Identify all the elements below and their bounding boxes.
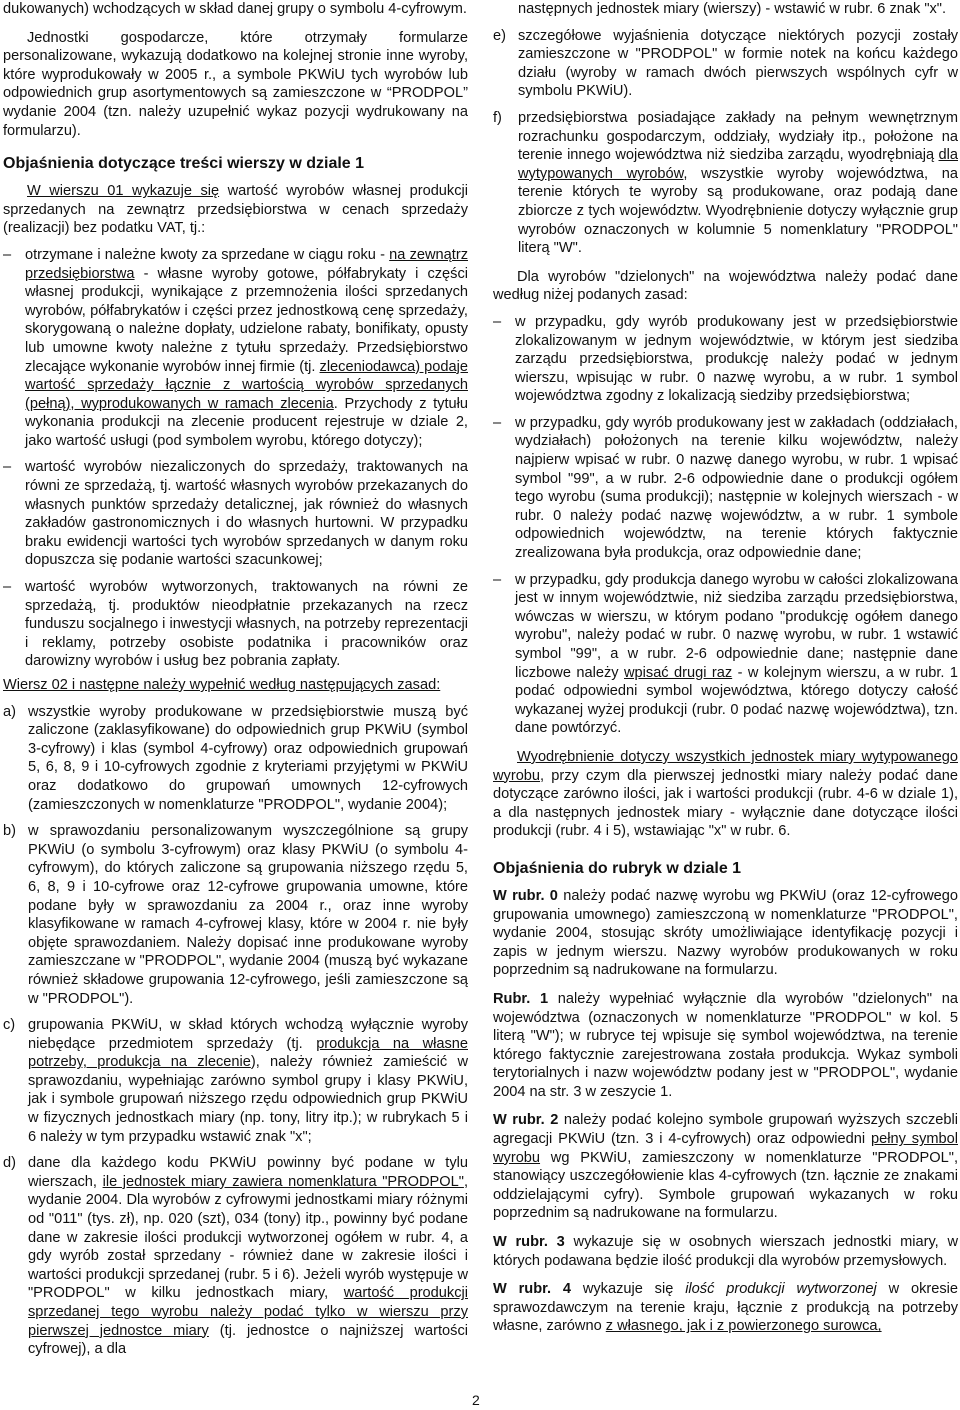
continuation-text: następnych jednostek miary (wierszy) - wstawić w rubr. 6 znak "x". (518, 1, 947, 17)
list-item-dash-2: – wartość wyrobów niezaliczonych do sprzedaży, traktowanych na równi ze sprzedażą, tj. wartość własnych wyrobów przekazanych do własnych punktów sprzedaży detalicznej, jak również do własnych zakładów gastronomicznych i do własnych hurtowni. W przypadku braku ewidencji wartości tych wyrobów sprzedanych w danym roku dopuszcza się podanie wartości szacunkowej; (3, 459, 468, 569)
list-item-dash-1: – otrzymane i należne kwoty za sprzedane w ciągu roku - na zewnątrz przedsiębiorstwa - własne wyroby gotowe, półfabrykaty i części własnej produkcji, wynikające z przemnożenia ilości sprzedanych wyrobów, półfabrykatów i części przez jednostkową cenę sprzedaży, skorygowaną o należne dopłaty, udzielone rabaty, bonifikaty, opusty lub umowne kwoty należne z tytułu sprzedaży. Przedsiębiorstwo zlecające wykonanie wyrobów innej firmie (tj. zleceniodawca) podaje wartość sprzedaży łącznie z wartością wyrobów sprzedanych (pełną), wyprodukowanych w ramach zlecenia. Przychody z tytułu wykonania produkcji na zlecenie producent rejestruje w dziale 2, jako wartość usługi (pod symbolem wyrobu, którego dotyczy); (3, 246, 468, 449)
list-item-d: d) dane dla każdego kodu PKWiU powinny być podane w tylu wierszach, ile jednostek miary zawiera nomenklatura "PRODPOL", wydanie 2004. Dla wyrobów z cyfrowymi jednostkami miary różnymi od "011" (tys. zł), np. 020 (szt), 034 (tony) itp., powinny być podane dane w zakresie ilości produkcji wytworzonej ogółem w rubr. 4, a gdy wyrób został sprzedany - również dane w zakresie ilości i wartości produkcji sprzedanej (rubr. 5 i 6). Jeżeli wyrób występuje w "PRODPOL" w kilku jednostkach miary, wartość produkcji sprzedanej tego wyrobu należy podać tylko w wierszu przy pierwszej jednostce miary (tj. jednostce o najniższej wartości cyfrowej), a dla (3, 1155, 468, 1358)
list-item-region-1: – w przypadku, gdy wyrób produkowany jest w przedsiębiorstwie zlokalizowanym w jednym województwie, w którym jest siedziba zarządu przedsiębiorstwa, produkcję należy podać w jednym wierszu, wpisując w rubr. 0 nazwę wyrobu, a w rubr. 1 symbol województwa zgodny z lokalizacją siedziby przedsiębiorstwa; (493, 313, 958, 405)
list-item-c: c) grupowania PKWiU, w skład których wchodzą wyłącznie wyroby niebędące przedmiotem sprzedaży (tj. produkcja na własne potrzeby, produkcja na zlecenie), należy również zamieścić w sprawozdaniu, wypełniając zarówno symbol grupy i klasy PKWiU, jak i symbole grupowań niższego rzędu odpowiednich grup PKWiU w fizycznych jednostkach miary (np. tony, litry itp.); w rubrykach 5 i 6 należy w tym przypadku wstawić znak "x"; (3, 1017, 468, 1145)
rubr0-paragraph: W rubr. 0 należy podać nazwę wyrobu wg PKWiU (oraz 12-cyfrowego grupowania umownego) zamieszczoną w nomenklaturze "PRODPOL", wydanie 2004, stosując skróty umożliwiające identyfikację pozycji i zapis w jednym wierszu. Nazwy wyrobów produkowanych w roku poprzednim są nadrukowane na formularzu. (493, 887, 958, 979)
dash-mark: – (3, 459, 12, 476)
row01-underlined: W wierszu 01 wykazuje się (27, 183, 220, 200)
section-heading-rows: Objaśnienia dotyczące treści wierszy w dziale 1 (3, 155, 365, 173)
right-column (493, 0, 958, 1336)
left-column (3, 0, 468, 1359)
intro-continuation: dukowanych) wchodzących w skład danej grupy o symbolu 4-cyfrowym. (3, 1, 467, 17)
list-item-f: f) przedsiębiorstwa posiadające zakłady na pełnym wewnętrznym rozrachunku gospodarczym, oddziały, wydziały itp., położone na terenie innego województwa niż siedziba zarządu, wyodrębniają dla wytypowanych wyrobów, wszystkie wyroby województwa, na terenie których te wyroby są produkowane, oraz podają dane zbiorcze z tych województw. Wyodrębnienie dotyczy wyłącznie grup wyrobów oznaczonych w kolumnie 5 nomenklatury "PRODPOL" literą "W". (493, 109, 958, 257)
list-item-region-3: – w przypadku, gdy produkcja danego wyrobu w całości zlokalizowana jest w innym województwie, niż siedziba zarządu przedsiębiorstwa, wówczas w wierszu, w którym podano "produkcję ogółem danego wyrobu", należy podać w rubr. 0 nazwę wyrobu, w rubr. 1 wstawić symbol "99", a w rubr. 2-6 odpowiednie dane; następnie dane liczbowe należy wpisać drugi raz - w kolejnym wierszu, a w rubr. 1 podać odpowiedni symbol województwa, którego dotyczy całość wykazanej wyżej produkcji (rubr. 0 podać nazwę województwa), tzn. dane powtórzyć. (493, 571, 958, 737)
list-item-b: b) w sprawozdaniu personalizowanym wyszczególnione są grupy PKWiU (o symbolu 3-cyfrowym) oraz klasy PKWiU (o symbolu 4-cyfrowym), do których zaliczone są grupowania niższego rzędu 5, 6, 8, 9 i 10-cyfrowe oraz 12-cyfrowe grupowania umowne, które podane były w sprawozdaniu za 2004 r., oraz inne wyroby klasyfikowane w ramach 4-cyfrowej klasy, które w 2004 r. nie były objęte sprawozdaniem. Należy dopisać inne produkowane wyroby zamieszczane w "PRODPOL", wydanie 2004 (muszą być wykazane również składowe grupowania 12-cyfrowego, jeśli zamieszczone są w "PRODPOL"). (3, 823, 468, 1007)
rubr3-paragraph: W rubr. 3 wykazuje się w osobnych wierszach jednostki miary, w których podawana będzie ilość produkcji dla wyrobów przemysłowych. (493, 1234, 958, 1269)
row01-paragraph: W wierszu 01 wykazuje się wartość wyrobów własnej produkcji sprzedanych na zewnątrz przedsiębiorstwa w cenach sprzedaży (realizacji) bez podatku VAT, tj.: (3, 183, 468, 237)
wiersz02-rule: Wiersz 02 i następne należy wypełnić według następujących zasad: (3, 677, 441, 693)
dash-mark: – (3, 246, 12, 263)
rubr1-paragraph: Rubr. 1 należy wypełniać wyłącznie dla wyrobów "dzielonych" na województwa (oznaczonych w nomenklaturze "PRODPOL" w kol. 5 literą "W"); w rubryce tej wpisuje się symbol województwa, na terenie którego faktycznie zarejestrowana została produkcja. Wykaz symboli terytorialnych i nazw województw podany jest w "PRODPOL", wydanie 2004 na str. 3 w zeszycie 1. (493, 990, 958, 1100)
list-item-region-2: – w przypadku, gdy wyrób produkowany jest w zakładach (oddziałach, wydziałach) położonych na terenie kilku województw, należy najpierw wpisać w rubr. 0 nazwę danego wyrobu, w rubr. 1 wpisać symbol "99", a w rubr. 2-6 odpowiednie dane o produkcji ogółem tego wyrobu (suma produkcji); następnie w kolejnych wierszach - w rubr. 0 należy podać nazwę województw, a w rubr. 1 symbole odpowiednich województw, na terenie których faktycznie zrealizowana była produkcja, oraz odpowiednie dane; (493, 414, 958, 562)
section-heading-columns: Objaśnienia do rubryk w dziale 1 (493, 859, 742, 877)
rubr4-paragraph: W rubr. 4 wykazuje się ilość produkcji wytworzonej w okresie sprawozdawczym na terenie kraju, łącznie z produkcją na potrzeby własne, zarówno z własnego, jak i z powierzonego surowca, (493, 1281, 958, 1335)
list-item-e: e) szczegółowe wyjaśnienia dotyczące niektórych pozycji zostały zamieszczone w "PRODPOL" w formie notek na końcu każdego działu (wyroby w ramach dwóch pierwszych wspólnych cyfr w symbolu PKWiU). (493, 27, 958, 100)
rubr2-paragraph: W rubr. 2 należy podać kolejno symbole grupowań wyższych szczebli agregacji PKWiU (tzn. 3 i 4-cyfrowych) oraz odpowiedni pełny symbol wyrobu wg PKWiU, zamieszczony w nomenklaturze "PRODPOL", stanowiący uszczegółowienie klas 4-cyfrowych (tzn. łącznie ze znakami oddzielającymi cyfry). Symbole grupowań wykazanych w roku poprzednim są nadrukowane na formularzu. (493, 1112, 959, 1222)
list-item-dash-3: – wartość wyrobów wytworzonych, traktowanych na równi ze sprzedażą, tj. produktów nieodpłatnie przekazanych na rzecz funduszu socjalnego i inwestycji własnych, na potrzeby reprezentacji i reklamy, potrzeby osobiste podatnika i pracowników oraz darowizny wyrobów i usług bez pobrania zapłaty. (3, 579, 468, 670)
wyodrebnienie-paragraph: Wyodrębnienie dotyczy wszystkich jednostek miary wytypowanego wyrobu, przy czym dla pierwszej jednostki miary należy podać dane dotyczące zarówno ilości, jak i wartości produkcji (rubr. 4-6 w dziale 1), a dla następnych jednostek miary - wyłącznie dane dotyczące ilości produkcji (rubr. 4 i 5), wstawiając "x" w rubr. 6. (493, 748, 958, 840)
list-item-a: a) wszystkie wyroby produkowane w przedsiębiorstwie muszą być zaliczone (zaklasyfikowane) do odpowiednich grup PKWiU (symbol 3-cyfrowy) i klas (symbol 4-cyfrowy) oraz odpowiednich grupowań 5, 6, 8, 9 i 10-cyfrowych zgodnie z kryteriami przyjętymi w PKWiU oraz dodatkowo do grupowań umownych 12-cyfrowych (zamieszczonych w nomenklaturze "PRODPOL", wydanie 2004); (3, 703, 468, 813)
dash-mark: – (3, 579, 12, 596)
page-number: 2 (472, 1392, 480, 1408)
intro-paragraph: Jednostki gospodarcze, które otrzymały formularze personalizowane, wykazują dodatkowo na kolejnej stronie inne wyroby, które wyprodukowały w 2005 r., a symbole PKWiU tych wyrobów lub odpowiednich grup asortymentowych są zamieszczone w “PRODPOL” wydanie 2004 (tzn. należy uzupełnić wykaz pozycji wydrukowany na formularzu). (3, 29, 468, 139)
dzielone-paragraph: Dla wyrobów "dzielonych" na województwa należy podać dane według niżej podanych zasad: (493, 268, 958, 304)
